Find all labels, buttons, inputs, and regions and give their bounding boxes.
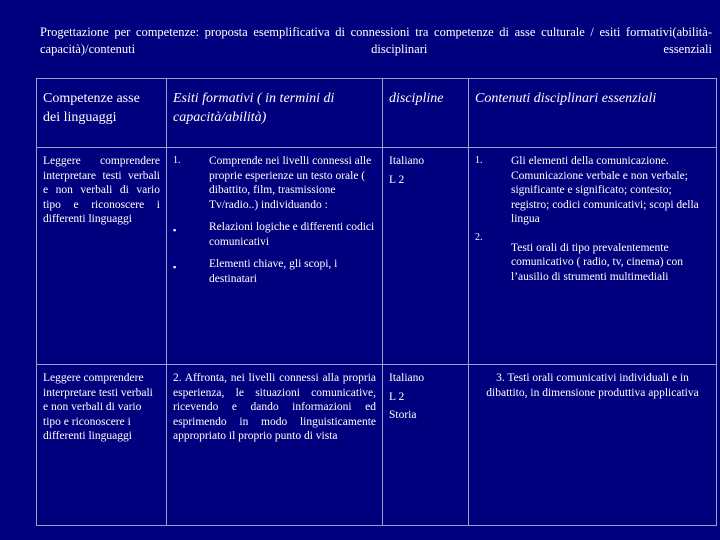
contenuti-text: Gli elementi della comunicazione. Comunicazione verbale e non verbale; significante e significato; contesto; registro; codici comunicativi; scopi della lingua	[511, 155, 699, 225]
table-row	[37, 148, 717, 365]
esiti-cell	[167, 148, 383, 365]
discipline-item: Storia	[389, 409, 417, 421]
discipline-item: Italiano	[389, 155, 425, 167]
square-bullet-icon: ▪	[173, 262, 177, 272]
competenza-cell: Leggere comprendere interpretare testi verbali e non verbali di vario tipo e riconoscere i differenti linguaggi	[37, 148, 167, 365]
contenuti-cell: 3. Testi orali comunicativi individuali e in dibattito, in dimensione produttiva applicativa	[469, 365, 717, 526]
esiti-text: Relazioni logiche e differenti codici comunicativi	[209, 221, 375, 248]
esiti-bullet-item	[173, 257, 376, 286]
header-competenze: Competenze asse dei linguaggi	[37, 79, 167, 148]
discipline-item: Italiano	[389, 372, 425, 384]
square-bullet-icon: ▪	[173, 225, 177, 235]
esiti-text: Elementi chiave, gli scopi, i destinatari	[209, 258, 338, 285]
competenze-table	[36, 78, 717, 526]
esiti-text: Comprende nei livelli connessi alle proprie esperienze un testo orale ( dibattito, film, trasmissione Tv/radio..) individuando :	[209, 155, 372, 211]
discipline-item: L 2	[389, 390, 405, 403]
list-number: 2.	[475, 231, 483, 243]
contenuti-item	[475, 227, 710, 285]
contenuti-text: Testi orali di tipo prevalentemente comunicativo ( radio, tv, cinema) con l’ausilio di strumenti multimediali	[511, 241, 684, 283]
contenuti-item	[475, 154, 710, 227]
header-discipline: discipline	[383, 79, 469, 148]
competenza-cell: Leggere comprendere interpretare testi verbali e non verbali di vario tipo e riconoscere i differenti linguaggi	[37, 365, 167, 526]
discipline-cell	[383, 365, 469, 526]
table-header-row	[37, 79, 717, 148]
list-number: 1.	[475, 155, 483, 166]
page-title: Progettazione per competenze: proposta esemplificativa di connessioni tra competenze di asse culturale / esiti formativi(abilità-capacità)/contenuti disciplinari essenziali	[40, 25, 712, 56]
list-number: 1.	[173, 155, 181, 166]
esiti-cell: 2. Affronta, nei livelli connessi alla propria esperienza, le situazioni comunicative, ricevendo e dando informazioni ed esprimendo in modo linguisticamente appropriato il proprio punto di vista	[167, 365, 383, 526]
table-row	[37, 365, 717, 526]
esiti-item	[173, 154, 376, 212]
contenuti-cell	[469, 148, 717, 365]
esiti-bullet-item	[173, 220, 376, 249]
header-contenuti: Contenuti disciplinari essenziali	[469, 79, 717, 148]
discipline-item: L 2	[389, 173, 405, 186]
discipline-cell	[383, 148, 469, 365]
header-esiti: Esiti formativi ( in termini di capacità/abilità)	[167, 79, 383, 148]
